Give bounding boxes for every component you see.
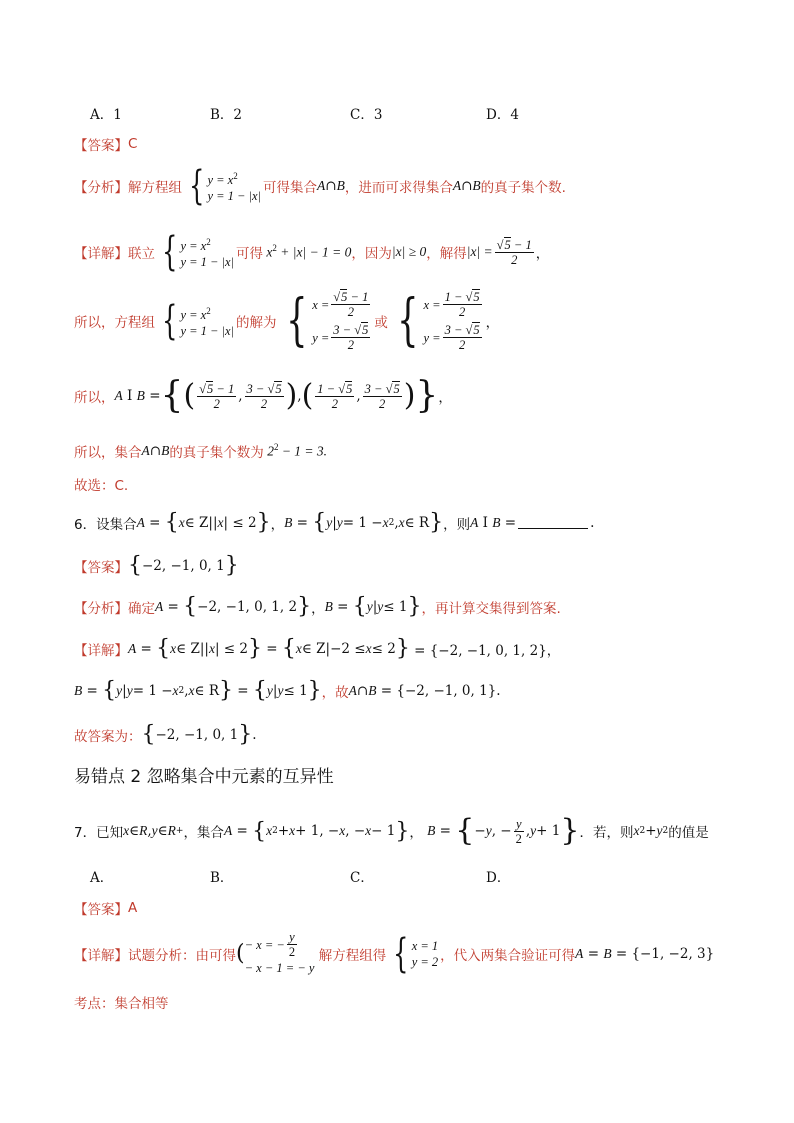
- q6-final: 故答案为： { −2, −1, 0, 1 } .: [74, 722, 257, 747]
- q7-option-b: B．: [210, 870, 234, 886]
- q6-answer: 【答案】 { −2, −1, 0, 1 }: [74, 553, 239, 578]
- option-d: D．4: [486, 107, 519, 123]
- option-a: A．1: [90, 107, 122, 123]
- option-b: B．2: [210, 107, 243, 123]
- q5-subset-count: 所以，集合 A ∩ B 的真子集个数为 $2^2 - 1 = 3$.: [74, 442, 328, 461]
- q5-analysis: 【分析】 解方程组 { $y = x^2$ y = 1 − |x| 可得集合 A ∩ B ，进而可求得集合 A ∩ B 的真子集个数.: [74, 163, 566, 209]
- q5-solution-line: 所以，方程组 { $y = x^2$ y = 1 − |x| 的解为 { x = $\frac{√5 - 1}{2}$ y = $\frac{3 - √5}{2}$ 或 { x = $\frac{1 - √5}{2}$ y = $\frac{3 - √5}{2}$ ，: [74, 288, 500, 353]
- section-heading: 易错点 2 忽略集合中元素的互异性: [74, 767, 334, 787]
- q7-option-d: D．: [486, 870, 511, 886]
- q6-detail-b: B = { y | y = 1 − x 2 , x ∈ R } = { y | y ≤ 1 } ，故 A ∩ B = {−2, −1, 0, 1}.: [74, 678, 501, 703]
- answer-blank: [518, 516, 588, 529]
- q7-stem: 7．已知 x ∈ R , y ∈ R + ，集合 A = { x 2 + x + 1, − x , − x − 1 } ， B = { − y , − $\frac{y}{2}$ , y + 1 } ．若，则 x 2 + y 2 的值是: [74, 813, 709, 848]
- q7-kaodian: 考点：集合相等: [74, 996, 169, 1012]
- q7-option-a: A．: [90, 870, 114, 886]
- q7-detail: 【详解】 试题分析：由可得 ( − x = − $\frac{y}{2}$ − x − 1 = − y 解方程组得 { x = 1 y = 2 ，代入两集合验证可得 A = B = {−1, −2, 3}: [74, 930, 715, 977]
- q7-option-c: C．: [350, 870, 374, 886]
- q6-analysis: 【分析】 确定 A = { −2, −1, 0, 1, 2 } ， B = { y | y ≤ 1 } ，再计算交集得到答案.: [74, 594, 561, 619]
- q5-intersection: 所以， A I B = { ( $\frac{√5 - 1}{2}$ , $\frac{3 - √5}{2}$ ) , ( $\frac{1 - √5}{2}$ , $\frac{3 - √5}{2}$ ) } ，: [74, 375, 452, 416]
- q5-choose: 故选：C.: [74, 478, 129, 494]
- equation-system: { $y = x^2$ y = 1 − |x|: [189, 163, 262, 209]
- q5-answer: 【答案】 C: [74, 136, 138, 154]
- q6-detail: 【详解】 A = { x ∈ Z || x | ≤ 2 } = { x ∈ Z|−2 ≤ x ≤ 2 } = {−2, −1, 0, 1, 2}，: [74, 636, 561, 661]
- q6-stem: 6．设集合 A = { x ∈ Z || x | ≤ 2 } ， B = { y | y = 1 − x 2 , x ∈ R } ，则 A I B = .: [74, 510, 595, 535]
- q5-detail: 【详解】 联立 { $y = x^2$ y = 1 − |x| 可得 $x^2 + |x| - 1 = 0$ ，因为 |x| ≥ 0 ，解得 |x| = $\frac{√5 - 1}{2}$ ，: [74, 229, 550, 275]
- q7-answer: 【答案】 A: [74, 900, 138, 918]
- option-c: C．3: [350, 107, 383, 123]
